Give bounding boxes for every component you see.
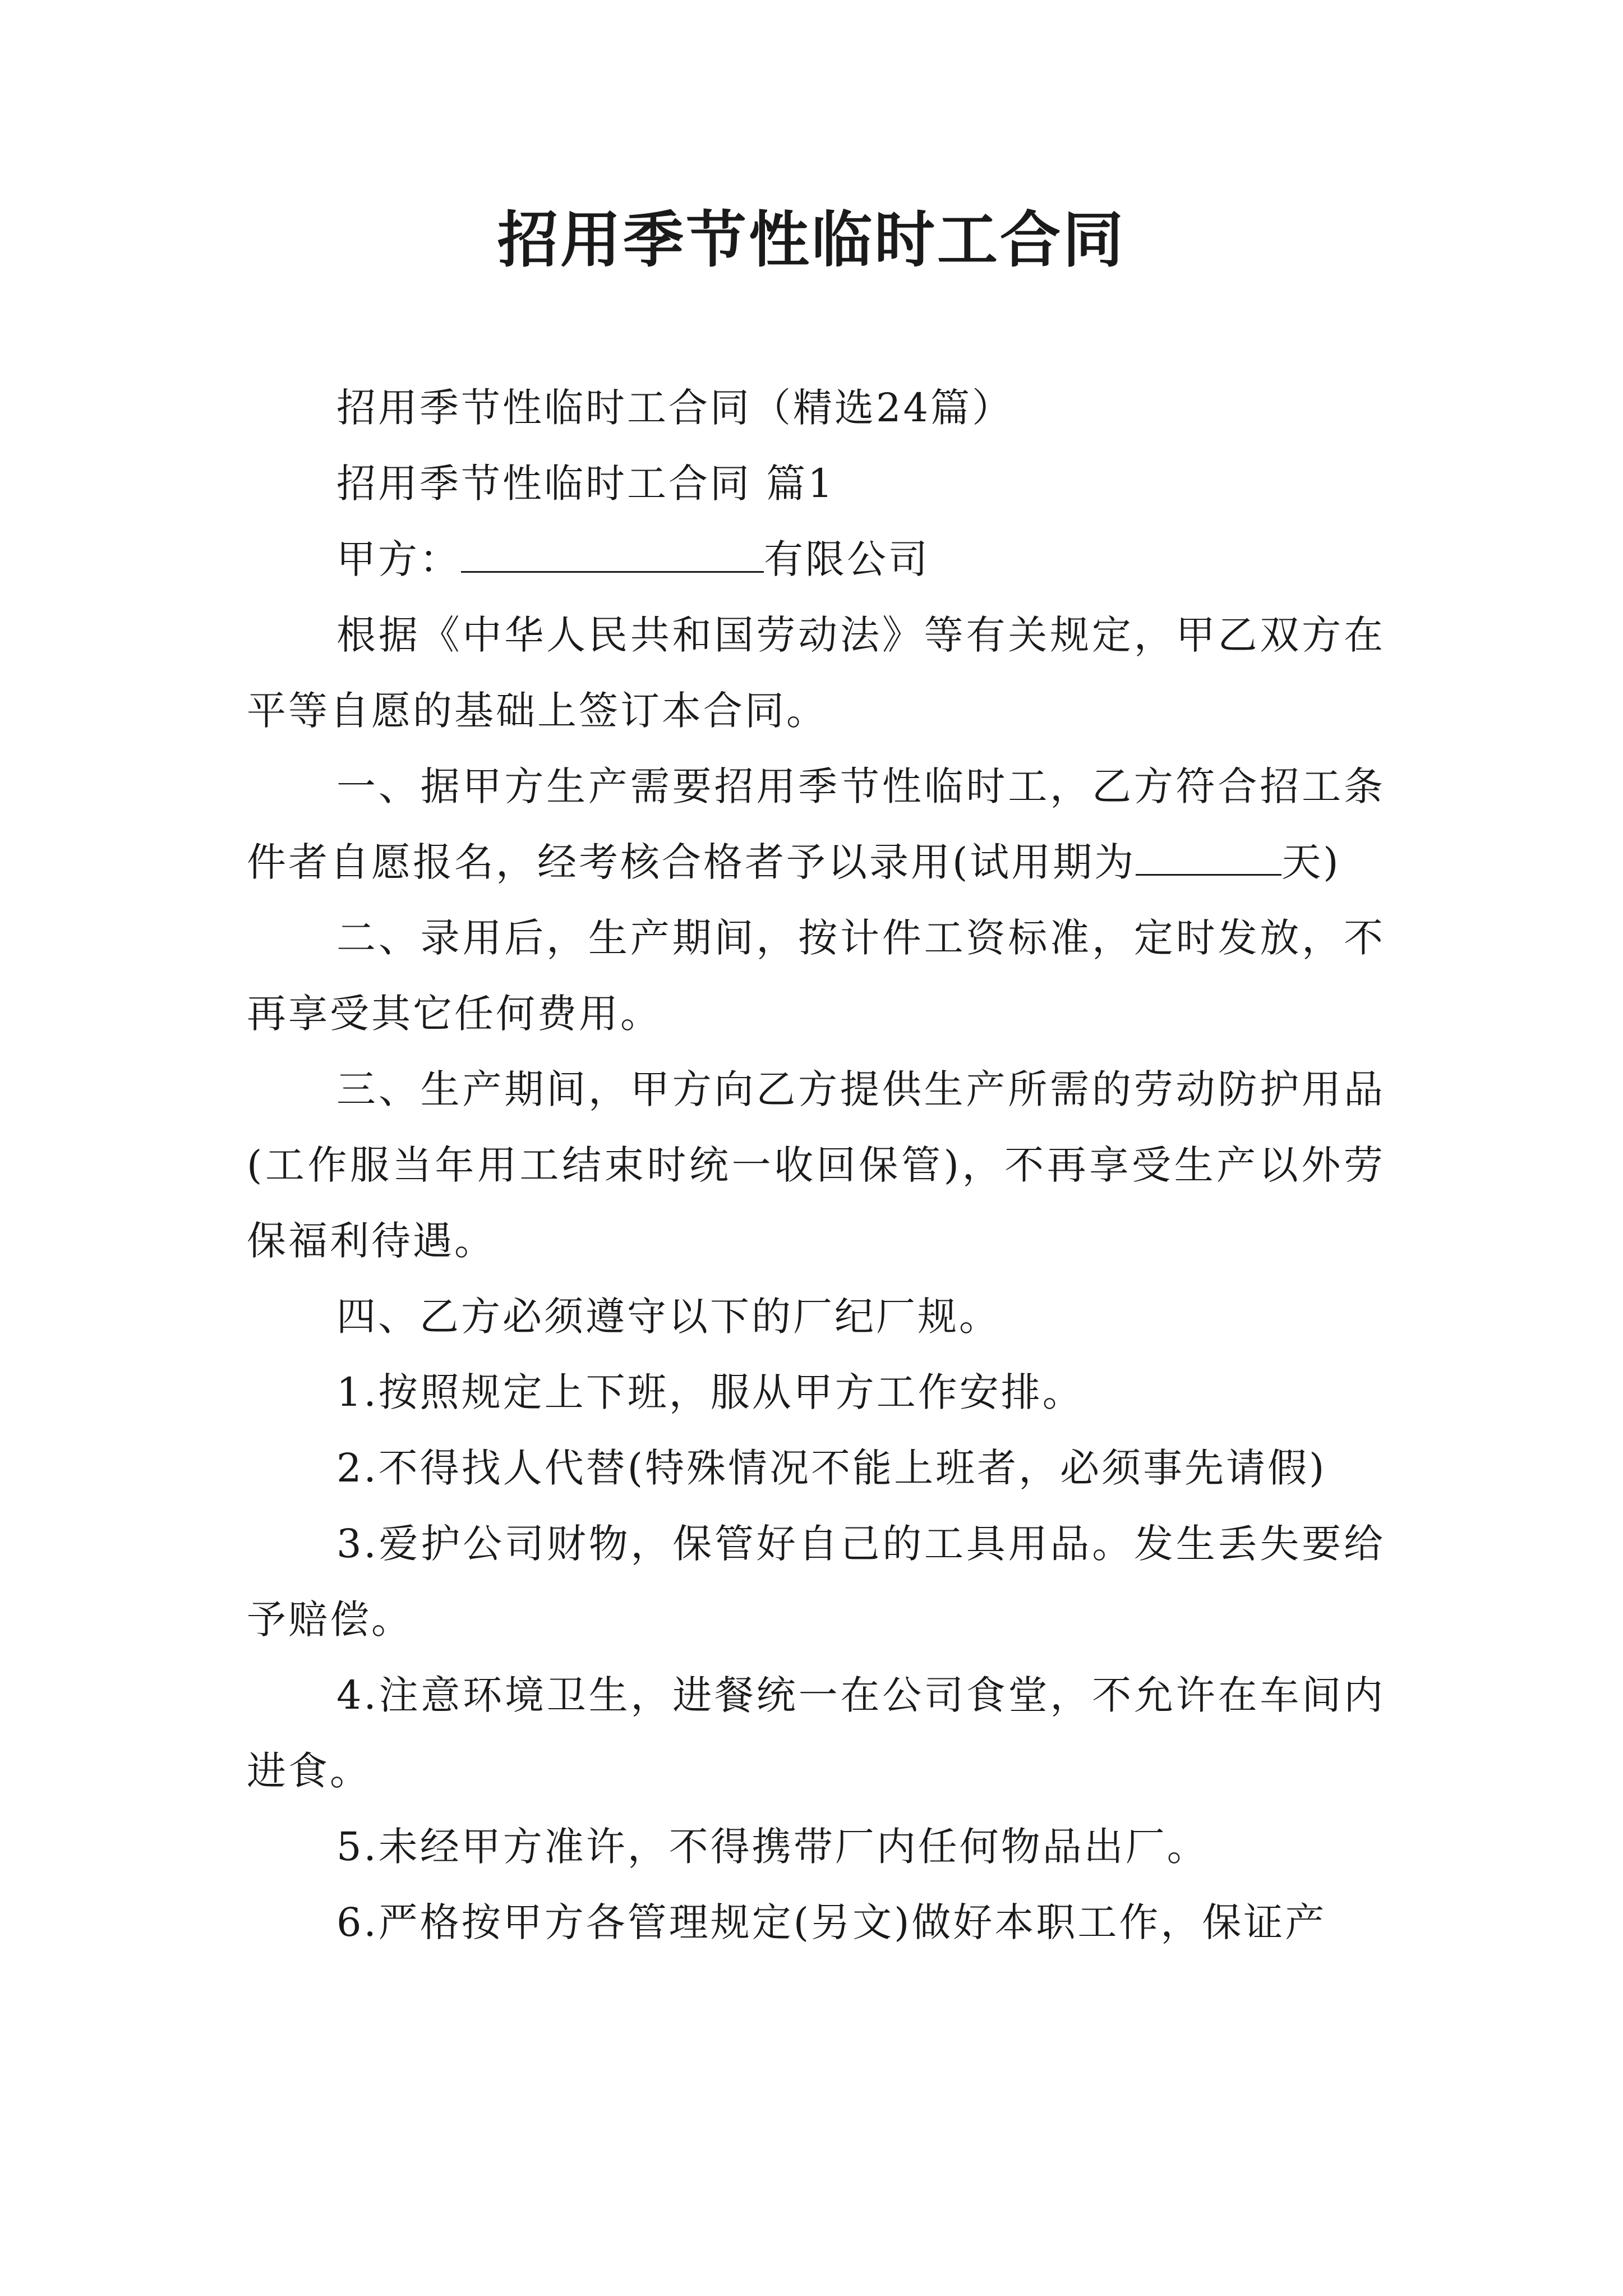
- rule-3: 3.爱护公司财物，保管好自己的工具用品。发生丢失要给予赔偿。: [247, 1521, 1385, 1642]
- section-heading: 招用季节性临时工合同 篇1: [336, 461, 835, 507]
- clause-2: 二、录用后，生产期间，按计件工资标准，定时发放，不再享受其它任何费用。: [247, 915, 1385, 1037]
- clause-1: [247, 749, 1385, 900]
- rule-6: 6.严格按甲方各管理规定(另文)做好本职工作，保证产: [336, 1899, 1327, 1945]
- document-title: 招用季节性临时工合同: [497, 205, 1126, 275]
- party-a-line: [247, 522, 1385, 597]
- clause-4: 四、乙方必须遵守以下的厂纪厂规。: [336, 1294, 1000, 1340]
- rule-5: 5.未经甲方准许，不得携带厂内任何物品出厂。: [336, 1824, 1209, 1870]
- probation-days-blank: [1136, 839, 1281, 876]
- clause-1-suffix: 天): [1281, 839, 1341, 885]
- rule-4: 4.注意环境卫生，进餐统一在公司食堂，不允许在车间内进食。: [247, 1672, 1385, 1794]
- company-suffix: 有限公司: [764, 536, 930, 582]
- clause-3: 三、生产期间，甲方向乙方提供生产所需的劳动防护用品(工作服当年用工结束时统一收回保管)，不再享受生产以外劳保福利待遇。: [247, 1066, 1385, 1264]
- rule-2: 2.不得找人代替(特殊情况不能上班者，必须事先请假): [336, 1445, 1327, 1491]
- company-name-blank: [461, 536, 764, 573]
- clause-1-text: 一、据甲方生产需要招用季节性临时工，乙方符合招工条件者自愿报名，经考核合格者予以录用(试用期为: [247, 763, 1385, 885]
- subtitle-paragraph: 招用季节性临时工合同（精选24篇）: [336, 385, 1014, 431]
- party-a-label: 甲方：: [336, 536, 461, 582]
- rule-1: 1.按照规定上下班，服从甲方工作安排。: [336, 1369, 1084, 1415]
- document-body: [247, 370, 1385, 1961]
- preamble-paragraph: 根据《中华人民共和国劳动法》等有关规定，甲乙双方在平等自愿的基础上签订本合同。: [247, 612, 1385, 734]
